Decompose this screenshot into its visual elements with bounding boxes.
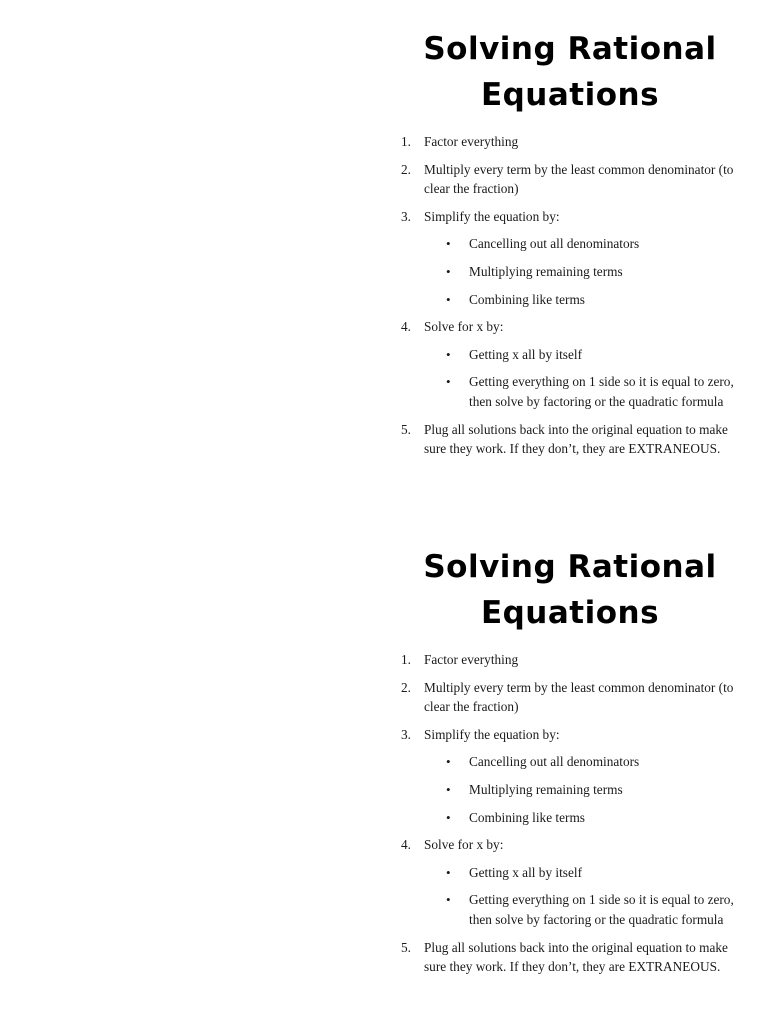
step-number: 3.: [401, 726, 411, 742]
step-text: Solve for x by:: [424, 837, 504, 853]
step-text: Factor everything: [424, 134, 519, 149]
sub-item-text: Cancelling out all denominators: [469, 754, 640, 770]
step-number: 3.: [401, 208, 411, 224]
step-text: Simplify the equation by:: [424, 726, 560, 742]
step-5: [398, 420, 742, 459]
step-2: [398, 160, 742, 199]
step-text: Plug all solutions back into the original equation to make sure they work. If they don’t, they are EXTRANEOUS.: [424, 939, 728, 975]
step-number: 5.: [401, 939, 411, 955]
sub-item-text: Getting x all by itself: [469, 346, 583, 362]
bullet-icon: •: [446, 892, 451, 908]
step-number: 4.: [401, 319, 411, 335]
step-3: [398, 725, 742, 827]
sub-item: [424, 780, 742, 800]
title-line-2: Equations: [480, 595, 660, 631]
sub-item-text: Cancelling out all denominators: [469, 236, 640, 252]
sub-item: [424, 863, 742, 883]
step-1: [398, 132, 742, 152]
sub-item: [424, 290, 742, 310]
sub-list: [424, 345, 742, 412]
sub-item-text: Multiplying remaining terms: [469, 263, 623, 279]
sub-list: [424, 234, 742, 309]
step-4: [398, 835, 742, 929]
step-number: 1.: [401, 134, 411, 149]
bullet-icon: •: [446, 374, 451, 390]
step-3: [398, 207, 742, 309]
instruction-card-2: [398, 544, 742, 1024]
sub-item-text: Combining like terms: [469, 809, 585, 825]
step-text: Multiply every term by the least common denominator (to clear the fraction): [424, 161, 734, 197]
bullet-icon: •: [446, 346, 451, 362]
sub-item: [424, 262, 742, 282]
bullet-icon: •: [446, 781, 451, 797]
step-text: Solve for x by:: [424, 319, 504, 335]
step-text: Multiply every term by the least common denominator (to clear the fraction): [424, 679, 734, 715]
title-line-1: Solving Rational: [423, 549, 717, 585]
step-number: 2.: [401, 161, 411, 177]
step-text: Simplify the equation by:: [424, 208, 560, 224]
step-number: 1.: [401, 652, 411, 667]
steps-list: [398, 132, 742, 459]
sub-item-text: Multiplying remaining terms: [469, 781, 623, 797]
sub-item-text: Combining like terms: [469, 291, 585, 307]
sub-item: [424, 372, 742, 411]
step-number: 4.: [401, 837, 411, 853]
sub-item: [424, 890, 742, 929]
step-number: 5.: [401, 421, 411, 437]
bullet-icon: •: [446, 809, 451, 825]
steps-list: [398, 650, 742, 977]
bullet-icon: •: [446, 864, 451, 880]
sub-item: [424, 752, 742, 772]
instruction-card-1: [398, 26, 742, 526]
sub-item-text: Getting x all by itself: [469, 864, 583, 880]
sub-item: [424, 234, 742, 254]
sub-list: [424, 863, 742, 930]
title-line-2: Equations: [480, 77, 660, 113]
step-5: [398, 938, 742, 977]
step-2: [398, 678, 742, 717]
step-number: 2.: [401, 679, 411, 695]
bullet-icon: •: [446, 263, 451, 279]
sub-item: [424, 808, 742, 828]
sub-item-text: Getting everything on 1 side so it is equal to zero, then solve by factoring or the quadratic formula: [469, 892, 734, 927]
step-1: [398, 650, 742, 670]
card-title: [398, 26, 742, 118]
title-line-1: Solving Rational: [423, 31, 717, 67]
sub-item: [424, 345, 742, 365]
bullet-icon: •: [446, 291, 451, 307]
step-4: [398, 317, 742, 411]
card-title: [398, 544, 742, 636]
step-text: Factor everything: [424, 652, 519, 667]
bullet-icon: •: [446, 236, 451, 252]
sub-item-text: Getting everything on 1 side so it is equal to zero, then solve by factoring or the quadratic formula: [469, 374, 734, 409]
sub-list: [424, 752, 742, 827]
bullet-icon: •: [446, 754, 451, 770]
step-text: Plug all solutions back into the original equation to make sure they work. If they don’t, they are EXTRANEOUS.: [424, 421, 728, 457]
